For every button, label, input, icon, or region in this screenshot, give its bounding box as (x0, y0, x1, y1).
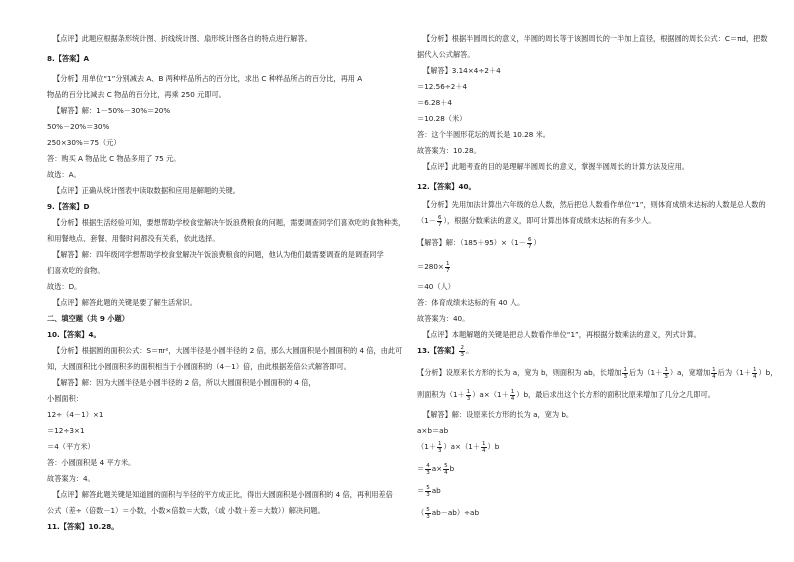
fraction: $\frac{2}{3}$ (460, 344, 464, 358)
solution-line: ＝ $\frac{5}{3}$ ab (417, 484, 441, 498)
comment-line: 【点评】正确从统计图表中读取数据和应用是解题的关键。 (53, 186, 240, 195)
answer-heading-q8: 8.【答案】A (47, 54, 90, 63)
solution-line: 故答案为：40。 (417, 314, 470, 323)
fraction: $\frac{5}{4}$ (444, 462, 448, 476)
analysis-line: 【分析】设原来长方形的长为 a，宽为 b，则面积为 ab，长增加 $\frac{1}{3}$ 后为（1＋ $\frac{1}{3}$ ）a，宽增加 $\frac{1}{4}$ 后为（1＋ $\frac{1}{4}$ ）b， (417, 366, 778, 380)
fraction: $\frac{1}{4}$ (482, 440, 486, 454)
analysis-line: 【分析】根据圆的面积公式：S＝πr²，大圆半径是小圆半径的 2 倍，那么大圆面积是小圆面积的 4 倍，由此可 (53, 346, 403, 355)
solution-line: ＝ $\frac{4}{3}$ a× $\frac{5}{4}$ b (417, 462, 455, 476)
solution-line: 【解答】解：四年级同学想帮助学校食堂解决午饭浪费粮食的问题，他认为他们最需要调查的是调查同学 (53, 250, 384, 259)
solution-line: 【解答】解：（185＋95）×（1－ $\frac{6}{7}$ ） (417, 236, 541, 250)
answer-heading-q13: 13.【答案】 $\frac{2}{3}$ 。 (417, 344, 474, 358)
solution-line: 故选：A。 (47, 170, 81, 179)
answer-heading-q10: 10.【答案】4。 (47, 330, 101, 339)
analysis-line: 和用餐地点、套餐、用餐时间都没有关系，依此选择。 (47, 234, 220, 243)
solution-line: 12÷（4－1）×1 (47, 410, 104, 419)
solution-line: ＝6.28＋4 (417, 98, 452, 107)
solution-line: 答：这个半圆形花坛的周长是 10.28 米。 (417, 130, 550, 139)
comment-line: 【点评】此题考查的目的是理解半圆周长的意义，掌握半圆周长的计算方法及应用。 (423, 162, 689, 171)
solution-line: 答：小圆面积是 4 平方米。 (47, 458, 136, 467)
solution-line: 小圆面积： (47, 394, 83, 403)
comment-line: 【点评】解答此题关键是知道圆的面积与半径的平方成正比，得出大圆面积是小圆面积的 4 倍，再利用差倍 (53, 490, 393, 499)
fraction: $\frac{1}{3}$ (623, 366, 627, 380)
solution-line: 【解答】3.14×4÷2＋4 (423, 66, 501, 75)
fraction: $\frac{6}{7}$ (437, 214, 442, 228)
analysis-line: 【分析】用单位“1”分别减去 A、B 两种样品所占的百分比，求出 C 种样品所占的百分比，再用 A (53, 74, 363, 83)
solution-line: 【解答】解：因为大圆半径是小圆半径的 2 倍，所以大圆面积是小圆面积的 4 倍， (53, 378, 316, 387)
solution-line: 故答案为：4。 (47, 474, 95, 483)
answer-heading-q9: 9.【答案】D (47, 202, 90, 211)
analysis-line: （1－ $\frac{6}{7}$ ），根据分数乘法的意义，即可计算出体育成绩未达标的有多少人。 (417, 214, 656, 228)
comment-line: 【点评】此题应根据条形统计图、折线统计图、扇形统计图各自的特点进行解答。 (53, 34, 312, 43)
fraction: $\frac{6}{7}$ (527, 236, 532, 250)
solution-line: 故选：D。 (47, 282, 82, 291)
fraction: $\frac{4}{3}$ (426, 462, 430, 476)
analysis-line: 【分析】先用加法计算出六年级的总人数，然后把总人数看作单位“1”，则体育成绩未达标的人数是总人数的 (423, 200, 766, 209)
fraction: $\frac{1}{3}$ (437, 440, 442, 454)
section-heading: 二、填空题（共 9 小题） (47, 314, 129, 323)
fraction: $\frac{1}{7}$ (445, 260, 450, 274)
fraction: $\frac{1}{3}$ (664, 366, 668, 380)
comment-line: 公式（差÷（倍数－1）＝小数，小数×倍数＝大数，（或 小数＋差＝大数））解决问题。 (47, 506, 325, 515)
solution-line: ＝280× $\frac{1}{7}$ (417, 260, 450, 274)
solution-line: ＝4（平方米） (47, 442, 95, 451)
solution-line: 们喜欢吃的食物。 (47, 266, 105, 275)
solution-line: （1＋ $\frac{1}{3}$ ）a×（1＋ $\frac{1}{4}$ ）b (417, 440, 500, 454)
fraction: $\frac{5}{3}$ (426, 506, 430, 520)
analysis-line: 据代入公式解答。 (417, 50, 475, 59)
fraction: $\frac{1}{4}$ (752, 366, 757, 380)
solution-line: 答：购买 A 物品比 C 物品多用了 75 元。 (47, 154, 181, 163)
analysis-line: 知，大圆面积比小圆面积多的面积相当于小圆面积的（4－1）倍，由此根据差倍公式解答即可。 (47, 362, 351, 371)
analysis-line: 则面积为（1＋ $\frac{1}{3}$ ）a×（1＋ $\frac{1}{4}$ ）b，最后求出这个长方形的面积比原来增加了几分之几即可。 (417, 388, 715, 402)
solution-line: a×b＝ab (417, 426, 449, 435)
comment-line: 【点评】解答此题的关键是要了解生活常识。 (53, 298, 197, 307)
solution-line: 答：体育成绩未达标的有 40 人。 (417, 298, 525, 307)
solution-line: 【解答】解：1－50%－30%＝20% (53, 106, 171, 115)
solution-line: （ $\frac{5}{3}$ ab－ab）÷ab (417, 506, 480, 520)
answer-heading-q11: 11.【答案】10.28。 (47, 522, 119, 531)
solution-line: ＝12.56÷2＋4 (417, 82, 468, 91)
fraction: $\frac{1}{3}$ (466, 388, 471, 402)
analysis-line: 【分析】根据半圆周长的意义，半圆的周长等于该圆周长的一半加上直径，根据圆的周长公式：C＝πd，把数 (423, 34, 768, 43)
analysis-line: 【分析】根据生活经验可知，要想帮助学校食堂解决午饭浪费粮食的问题，需要调查同学们喜欢吃的食物种类， (53, 218, 406, 227)
comment-line: 【点评】本题解题的关键是把总人数看作单位“1”，再根据分数乘法的意义，列式计算。 (423, 330, 701, 339)
solution-line: ＝12÷3×1 (47, 426, 85, 435)
fraction: $\frac{5}{3}$ (426, 484, 430, 498)
solution-line: 250×30%＝75（元） (47, 138, 121, 147)
solution-line: ＝10.28（米） (417, 114, 467, 123)
solution-line: ＝40（人） (417, 282, 455, 291)
fraction: $\frac{1}{4}$ (510, 388, 515, 402)
solution-line: 【解答】解：设原来长方形的长为 a，宽为 b。 (423, 410, 574, 419)
solution-line: 50%－20%＝30% (47, 122, 110, 131)
solution-line: 故答案为：10.28。 (417, 146, 481, 155)
answer-heading-q12: 12.【答案】40。 (417, 182, 476, 191)
analysis-line: 物品的百分比减去 C 物品的百分比，再乘 250 元即可。 (47, 90, 226, 99)
fraction: $\frac{1}{4}$ (712, 366, 716, 380)
